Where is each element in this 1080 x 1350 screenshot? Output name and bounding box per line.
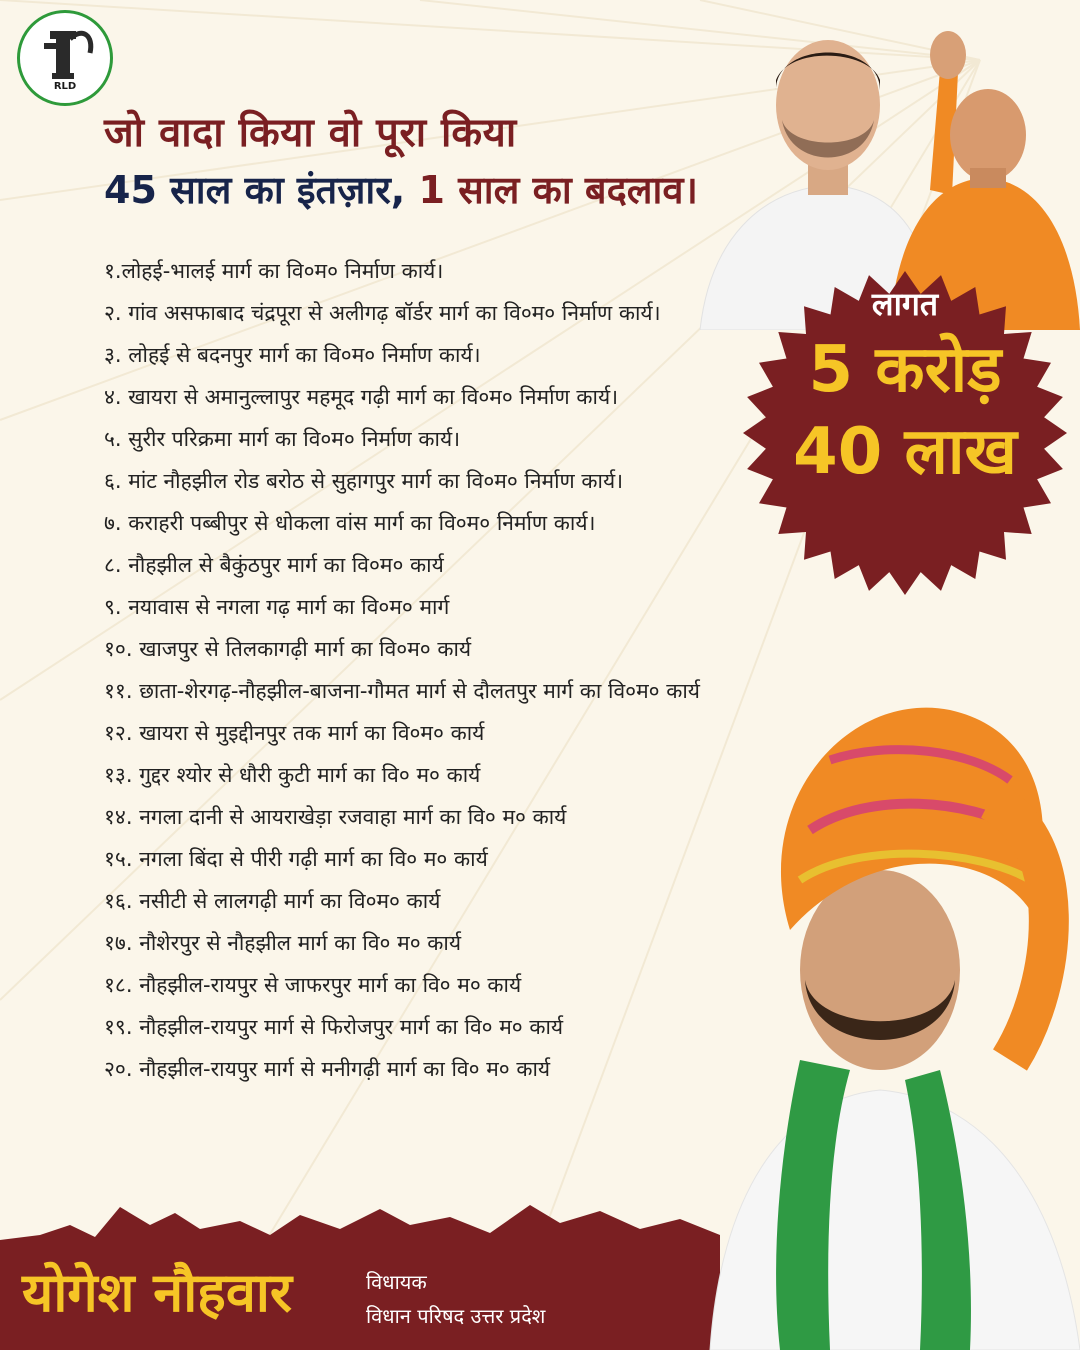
subline-part-2: 1 साल का बदलाव। bbox=[418, 168, 698, 212]
cost-amount-crore: 5 करोड़ bbox=[808, 333, 1002, 407]
work-item: ११. छाता-शेरगढ़-नौहझील-बाजना-गौमत मार्ग से दौलतपुर मार्ग का वि०म० कार्य bbox=[104, 679, 700, 703]
work-item: १४. नगला दानी से आयराखेड़ा रजवाहा मार्ग का वि० म० कार्य bbox=[104, 805, 567, 829]
work-item: १६. नसीटी से लालगढ़ी मार्ग का वि०म० कार्य bbox=[104, 889, 441, 913]
work-item: १५. नगला बिंदा से पीरी गढ़ी मार्ग का वि० म० कार्य bbox=[104, 847, 488, 871]
logo-text: RLD bbox=[53, 81, 77, 92]
cost-amount-lakh: 40 लाख bbox=[793, 415, 1017, 489]
work-item: १९. नौहझील-रायपुर मार्ग से फिरोजपुर मार्ग का वि० म० कार्य bbox=[104, 1015, 564, 1039]
work-item: २. गांव असफाबाद चंद्रपूरा से अलीगढ़ बॉर्डर मार्ग का वि०म० निर्माण कार्य। bbox=[104, 301, 661, 325]
work-item: १२. खायरा से मुइद्दीनपुर तक मार्ग का वि०म० कार्य bbox=[104, 721, 485, 745]
work-item: १८. नौहझील-रायपुर से जाफरपुर मार्ग का वि० म० कार्य bbox=[104, 973, 522, 997]
subline-part-1: 45 साल का इंतज़ार, bbox=[104, 168, 419, 212]
work-item: १०. खाजपुर से तिलकागढ़ी मार्ग का वि०म० कार्य bbox=[104, 637, 472, 661]
headline: जो वादा किया वो पूरा किया bbox=[104, 110, 517, 156]
work-item: ४. खायरा से अमानुल्लापुर महमूद गढ़ी मार्ग का वि०म० निर्माण कार्य। bbox=[104, 385, 619, 409]
work-item: ७. कराहरी पब्बीपुर से धोकला वांस मार्ग का वि०म० निर्माण कार्य। bbox=[104, 511, 596, 535]
work-item: ३. लोहई से बदनपुर मार्ग का वि०म० निर्माण कार्य। bbox=[104, 343, 481, 367]
work-item: १७. नौशेरपुर से नौहझील मार्ग का वि० म० कार्य bbox=[104, 931, 462, 955]
mla-role: विधायक bbox=[366, 1270, 427, 1294]
work-item: ५. सुरीर परिक्रमा मार्ग का वि०म० निर्माण कार्य। bbox=[104, 427, 461, 451]
mla-figure bbox=[710, 708, 1080, 1350]
work-item: १.लोहई-भालई मार्ग का वि०म० निर्माण कार्य। bbox=[104, 259, 444, 283]
work-item: ८. नौहझील से बैकुंठपुर मार्ग का वि०म० कार्य bbox=[104, 553, 444, 577]
cost-label: लागत bbox=[871, 285, 939, 323]
rld-logo bbox=[17, 10, 113, 106]
mla-photo bbox=[690, 680, 1080, 1350]
subline bbox=[104, 165, 698, 215]
work-item: ९. नयावास से नगला गढ़ मार्ग का वि०म० मार्ग bbox=[104, 595, 450, 619]
mla-org: विधान परिषद उत्तर प्रदेश bbox=[366, 1304, 546, 1328]
work-item: १३. गुद्दर श्योर से धौरी कुटी मार्ग का वि० म० कार्य bbox=[104, 763, 481, 787]
work-list bbox=[104, 250, 754, 1090]
mla-name: योगेश नौहवार bbox=[22, 1261, 292, 1324]
work-item: २०. नौहझील-रायपुर मार्ग से मनीगढ़ी मार्ग का वि० म० कार्य bbox=[104, 1057, 551, 1081]
work-item: ६. मांट नौहझील रोड बरोठ से सुहागपुर मार्ग का वि०म० निर्माण कार्य। bbox=[104, 469, 624, 493]
